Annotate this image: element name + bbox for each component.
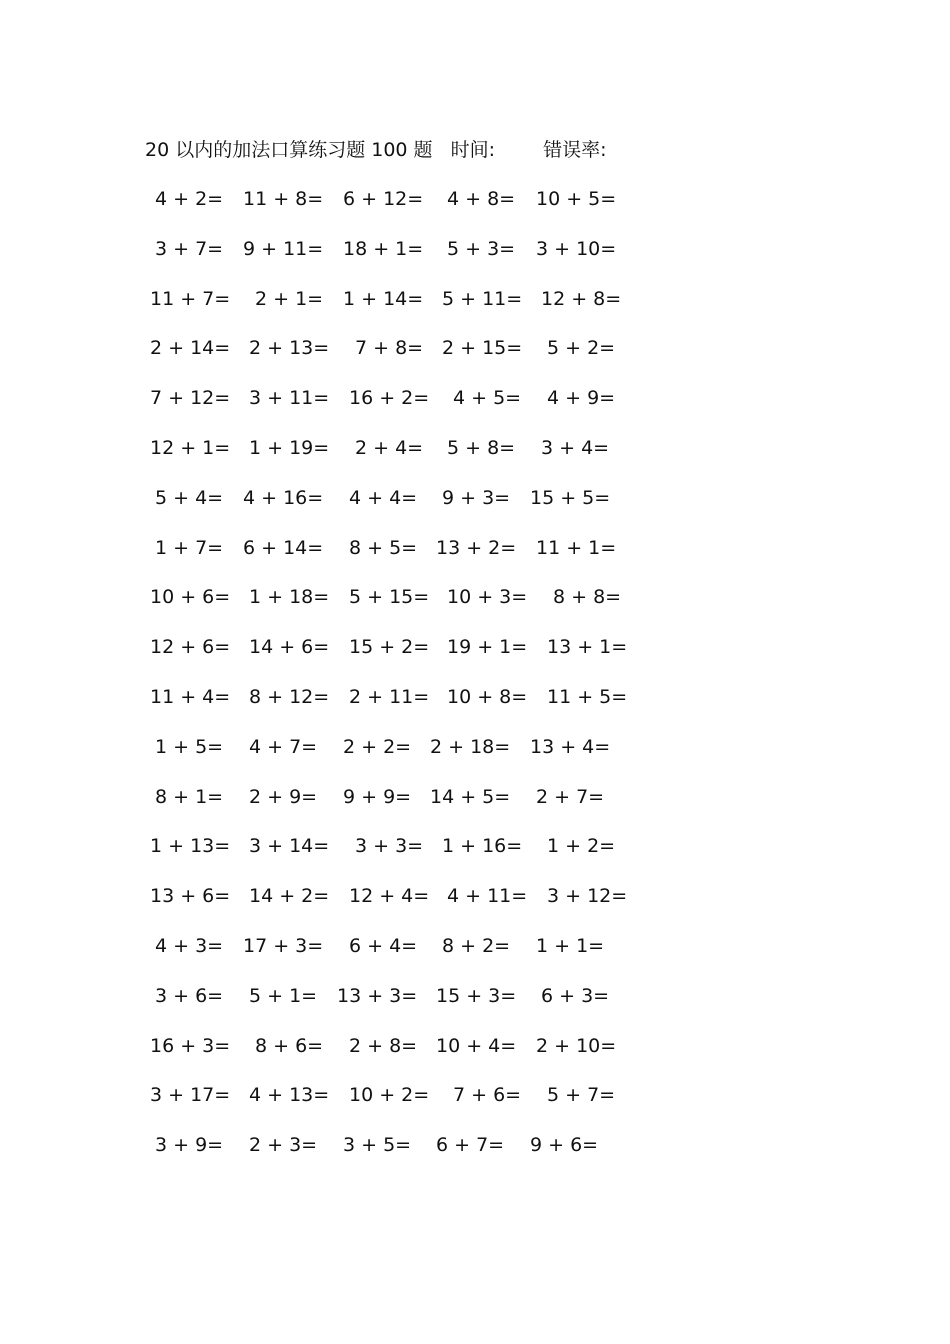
problem-item: 4 + 3= xyxy=(155,934,224,957)
problem-item: 6 + 12= xyxy=(343,188,424,210)
problem-item: 8 + 8= xyxy=(553,586,622,609)
worksheet-header xyxy=(145,138,606,162)
problem-item: 2 + 1= xyxy=(255,287,324,310)
problem-item: 12 + 4= xyxy=(349,885,430,908)
problem-item: 2 + 3= xyxy=(249,1134,318,1157)
problem-row xyxy=(0,436,950,486)
problem-item: 13 + 6= xyxy=(150,885,231,908)
problem-item: 2 + 9= xyxy=(249,785,318,808)
problem-row xyxy=(0,1133,950,1183)
problem-item: 16 + 2= xyxy=(349,387,430,410)
problem-item: 3 + 17= xyxy=(150,1084,231,1107)
problem-row xyxy=(0,336,950,386)
problem-row xyxy=(0,834,950,884)
problem-item: 15 + 5= xyxy=(530,486,611,509)
problem-item: 9 + 9= xyxy=(343,785,412,808)
problem-item: 19 + 1= xyxy=(447,636,528,659)
problem-row xyxy=(0,884,950,934)
problem-item: 4 + 13= xyxy=(249,1084,330,1107)
problem-item: 3 + 11= xyxy=(249,387,330,410)
problem-row xyxy=(0,237,950,287)
problem-item: 5 + 11= xyxy=(442,287,523,310)
problem-row xyxy=(0,1034,950,1084)
problem-row xyxy=(0,934,950,984)
problem-item: 6 + 14= xyxy=(243,536,324,559)
problem-item: 5 + 3= xyxy=(447,237,516,260)
problem-item: 6 + 3= xyxy=(541,984,610,1007)
problem-item: 5 + 15= xyxy=(349,586,430,609)
problem-item: 8 + 5= xyxy=(349,536,418,559)
problem-item: 1 + 1= xyxy=(536,934,605,957)
worksheet-title: 20 以内的加法口算练习题 100 题 xyxy=(145,139,433,161)
problem-item: 15 + 2= xyxy=(349,636,430,659)
problem-item: 11 + 1= xyxy=(536,536,617,559)
problem-item: 3 + 3= xyxy=(355,835,424,858)
problem-item: 1 + 19= xyxy=(249,436,330,459)
problem-item: 11 + 5= xyxy=(547,685,628,708)
problem-item: 9 + 3= xyxy=(442,486,511,509)
problem-item: 2 + 4= xyxy=(355,436,424,459)
problem-item: 12 + 1= xyxy=(150,436,231,459)
problem-item: 12 + 8= xyxy=(541,287,622,310)
problem-row xyxy=(0,785,950,835)
problem-row xyxy=(0,536,950,586)
problem-item: 4 + 11= xyxy=(447,885,528,908)
problem-item: 7 + 6= xyxy=(453,1084,522,1107)
problem-item: 14 + 5= xyxy=(430,785,511,808)
problem-row xyxy=(0,585,950,635)
problem-row xyxy=(0,685,950,735)
problem-item: 4 + 5= xyxy=(453,387,522,410)
problem-item: 1 + 7= xyxy=(155,536,224,559)
problem-item: 4 + 16= xyxy=(243,486,324,509)
problem-item: 9 + 6= xyxy=(530,1134,599,1157)
problem-item: 3 + 5= xyxy=(343,1134,412,1157)
problem-item: 10 + 5= xyxy=(536,188,617,210)
problem-item: 17 + 3= xyxy=(243,934,324,957)
problem-item: 8 + 1= xyxy=(155,785,224,808)
problem-item: 4 + 2= xyxy=(155,188,224,210)
problem-item: 3 + 6= xyxy=(155,984,224,1007)
problem-item: 12 + 6= xyxy=(150,636,231,659)
problem-item: 9 + 11= xyxy=(243,237,324,260)
problem-item: 13 + 2= xyxy=(436,536,517,559)
problem-item: 13 + 1= xyxy=(547,636,628,659)
problem-item: 3 + 12= xyxy=(547,885,628,908)
problem-item: 10 + 4= xyxy=(436,1034,517,1057)
problem-item: 5 + 2= xyxy=(547,337,616,360)
problem-row xyxy=(0,187,950,237)
problem-item: 5 + 7= xyxy=(547,1084,616,1107)
problem-item: 1 + 16= xyxy=(442,835,523,858)
problem-item: 1 + 2= xyxy=(547,835,616,858)
problem-item: 4 + 4= xyxy=(349,486,418,509)
problem-item: 5 + 8= xyxy=(447,436,516,459)
problem-row xyxy=(0,984,950,1034)
problem-item: 16 + 3= xyxy=(150,1034,231,1057)
problem-item: 11 + 8= xyxy=(243,188,324,210)
problem-item: 5 + 4= xyxy=(155,486,224,509)
problem-item: 2 + 13= xyxy=(249,337,330,360)
problem-item: 10 + 6= xyxy=(150,586,231,609)
problem-row xyxy=(0,735,950,785)
problem-item: 4 + 8= xyxy=(447,188,516,210)
problem-item: 2 + 14= xyxy=(150,337,231,360)
problem-item: 3 + 4= xyxy=(541,436,610,459)
problem-item: 1 + 5= xyxy=(155,735,224,758)
problem-item: 11 + 4= xyxy=(150,685,231,708)
problem-item: 6 + 4= xyxy=(349,934,418,957)
problem-item: 2 + 11= xyxy=(349,685,430,708)
problem-item: 14 + 6= xyxy=(249,636,330,659)
problem-item: 15 + 3= xyxy=(436,984,517,1007)
problem-row xyxy=(0,386,950,436)
problem-item: 8 + 6= xyxy=(255,1034,324,1057)
problem-item: 3 + 10= xyxy=(536,237,617,260)
problem-item: 2 + 15= xyxy=(442,337,523,360)
problem-item: 1 + 14= xyxy=(343,287,424,310)
problem-item: 1 + 13= xyxy=(150,835,231,858)
problem-item: 5 + 1= xyxy=(249,984,318,1007)
problem-item: 10 + 2= xyxy=(349,1084,430,1107)
problem-item: 13 + 3= xyxy=(337,984,418,1007)
problem-item: 14 + 2= xyxy=(249,885,330,908)
problem-row xyxy=(0,635,950,685)
problem-item: 2 + 10= xyxy=(536,1034,617,1057)
problem-item: 11 + 7= xyxy=(150,287,231,310)
problem-item: 2 + 8= xyxy=(349,1034,418,1057)
problem-item: 2 + 18= xyxy=(430,735,511,758)
problem-item: 3 + 7= xyxy=(155,237,224,260)
problem-item: 3 + 14= xyxy=(249,835,330,858)
problem-item: 4 + 9= xyxy=(547,387,616,410)
problem-item: 10 + 3= xyxy=(447,586,528,609)
time-label: 时间: xyxy=(450,139,496,161)
problem-item: 13 + 4= xyxy=(530,735,611,758)
problem-item: 7 + 12= xyxy=(150,387,231,410)
problem-item: 7 + 8= xyxy=(355,337,424,360)
problem-item: 2 + 2= xyxy=(343,735,412,758)
problem-item: 10 + 8= xyxy=(447,685,528,708)
problem-item: 6 + 7= xyxy=(436,1134,505,1157)
problem-item: 1 + 18= xyxy=(249,586,330,609)
problem-row xyxy=(0,486,950,536)
problem-item: 8 + 2= xyxy=(442,934,511,957)
problem-item: 4 + 7= xyxy=(249,735,318,758)
problem-item: 18 + 1= xyxy=(343,237,424,260)
problem-row xyxy=(0,287,950,337)
problem-grid xyxy=(0,187,950,1183)
problem-item: 2 + 7= xyxy=(536,785,605,808)
problem-row xyxy=(0,1083,950,1133)
error-rate-label: 错误率: xyxy=(543,139,607,161)
problem-item: 3 + 9= xyxy=(155,1134,224,1157)
problem-item: 8 + 12= xyxy=(249,685,330,708)
